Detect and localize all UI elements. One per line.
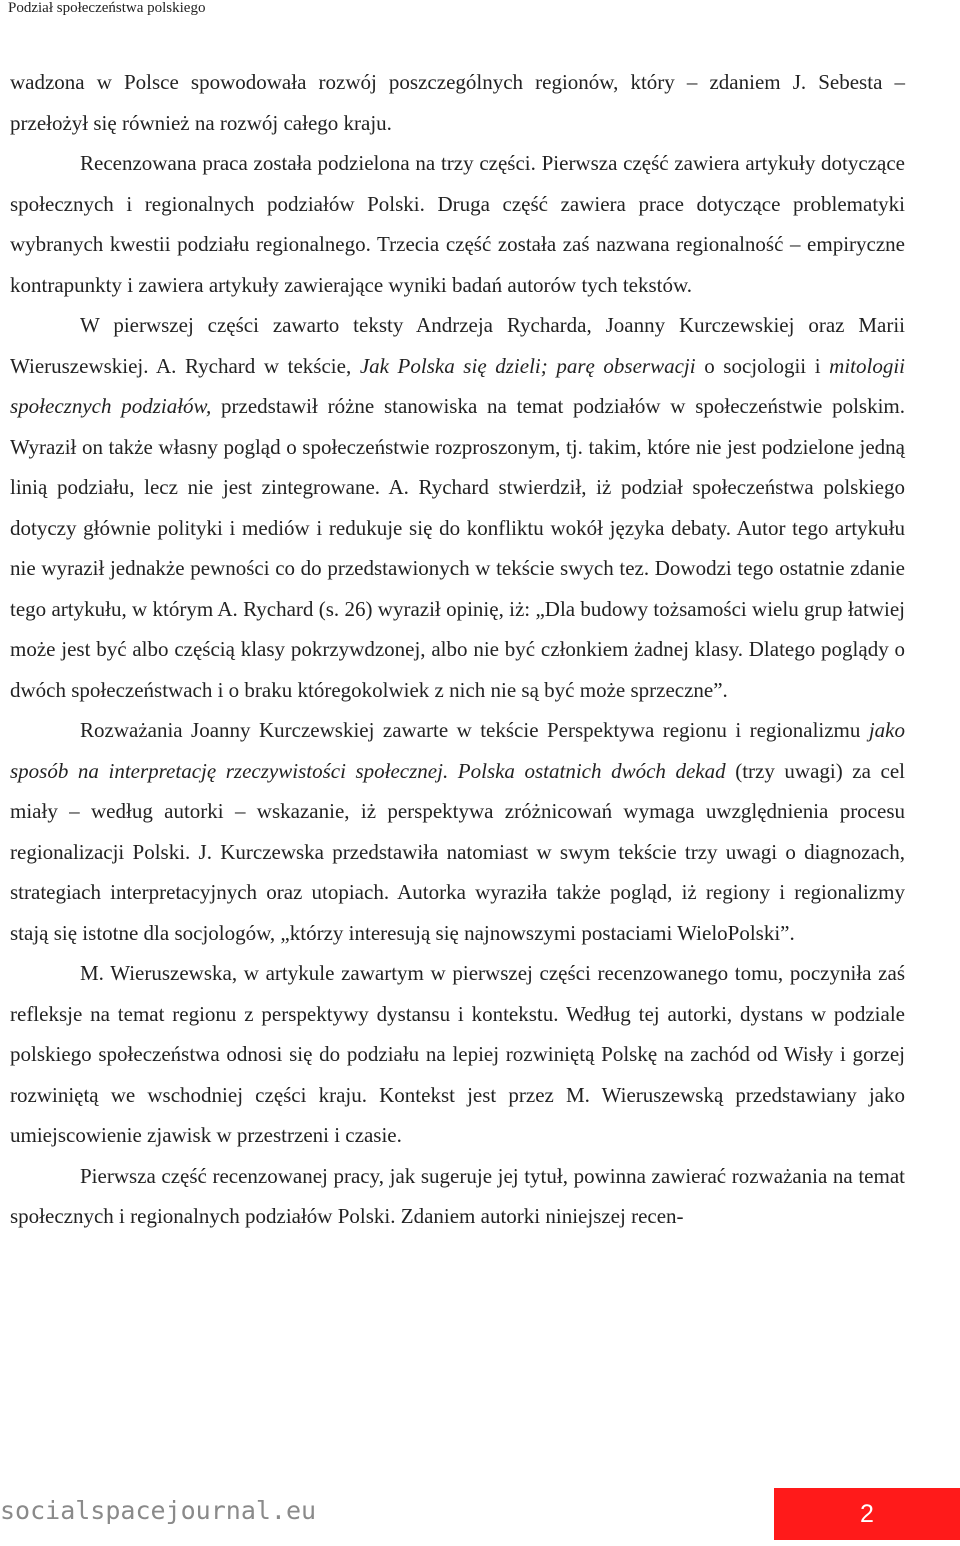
paragraph-1: wadzona w Polsce spowodowała rozwój poszczególnych regionów, który – zdaniem J. Sebesta – przełożył się również na rozwój całego kraju.: [10, 70, 905, 135]
paragraph-3-text-c: przedstawił różne stanowiska na temat podziałów w społeczeństwie polskim. Wyraził on także własny pogląd o społeczeństwie rozproszonym, tj. takim, które nie jest podzielone jedną linią podziału, lecz nie jest zintegrowane. A. Rychard stwierdził, iż podział społeczeństwa polskiego dotyczy głównie polityki i mediów i redukuje się do konfliktu wokół języka debaty. Autor tego artykułu nie wyraził jednakże pewności co do przedstawionych w tekście swych tez. Dowodzi tego ostatnie zdanie tego artykułu, w którym A. Rychard (s. 26) wyraził opinię, iż: „Dla budowy tożsamości wielu grup łatwiej może jest być albo częścią klasy pokrzywdzonej, albo nie być członkiem żadnej klasy. Dlatego poglądy o dwóch społeczeństwach i o braku któregokolwiek z nich nie są być może sprzeczne”.: [10, 394, 905, 702]
paragraph-3-subtitle-italic: mitologii społecznych podziałów,: [10, 353, 906, 418]
paragraph-4-title-italic: jako sposób na interpretację rzeczywistości społecznej. Polska ostatnich dwóch dekad: [10, 718, 905, 783]
paragraph-4-text-b: (trzy uwagi) za cel miały – według autorki – wskazanie, iż perspektywa zróżnicowań wymaga uwzględnienia procesu regionalizacji Polski. J. Kurczewska przedstawiła natomiast w swym tekście trzy uwagi o diagnozach, strategiach interpretacyjnych oraz utopiach. Autorka wyraziła także pogląd, iż regiony i regionalizmy stają się istotne dla socjologów, „którzy interesują się najnowszymi postaciami WieloPolski”.: [10, 758, 905, 945]
footer-site-url: socialspacejournal.eu: [0, 1496, 317, 1525]
paragraph-3-text-a: W pierwszej części zawarto teksty Andrzeja Rycharda, Joanny Kurczewskiej oraz Marii Wieruszewskiej. A. Rychard w tekście,: [10, 313, 905, 378]
running-header: Podział społeczeństwa polskiego: [8, 0, 206, 16]
article-body: [10, 62, 905, 1237]
paragraph-6: Pierwsza część recenzowanej pracy, jak sugeruje jej tytuł, powinna zawierać rozważania na temat społecznych i regionalnych podziałów Polski. Zdaniem autorki niniejszej recen-: [10, 1163, 905, 1228]
paragraph-3: [10, 305, 905, 710]
paragraph-3-text-b: o socjologii i: [695, 353, 830, 378]
paragraph-5: M. Wieruszewska, w artykule zawartym w pierwszej części recenzowanego tomu, poczyniła zaś refleksje na temat regionu z perspektywy dystansu i kontekstu. Według tej autorki, dystans w podziale polskiego społeczeństwa odnosi się do podziału na lepiej rozwiniętą Polskę na zachód od Wisły i gorzej rozwiniętą we wschodniej części kraju. Kontekst jest przez M. Wieruszewską przedstawiany jako umiejscowienie zjawisk w przestrzeni i czasie.: [10, 961, 905, 1147]
paragraph-4: [10, 710, 905, 953]
paragraph-2: Recenzowana praca została podzielona na trzy części. Pierwsza część zawiera artykuły dotyczące społecznych i regionalnych podziałów Polski. Druga część zawiera prace dotyczące problematyki wybranych kwestii podziału regionalnego. Trzecia część została zaś nazwana regionalność – empiryczne kontrapunkty i zawiera artykuły zawierające wyniki badań autorów tych tekstów.: [10, 151, 905, 297]
paragraph-4-text-a: Rozważania Joanny Kurczewskiej zawarte w tekście Perspektywa regionu i regionalizmu: [80, 718, 869, 742]
paragraph-3-title-italic: Jak Polska się dzieli; parę obserwacji: [359, 353, 696, 378]
page-number-badge: 2: [774, 1488, 960, 1540]
